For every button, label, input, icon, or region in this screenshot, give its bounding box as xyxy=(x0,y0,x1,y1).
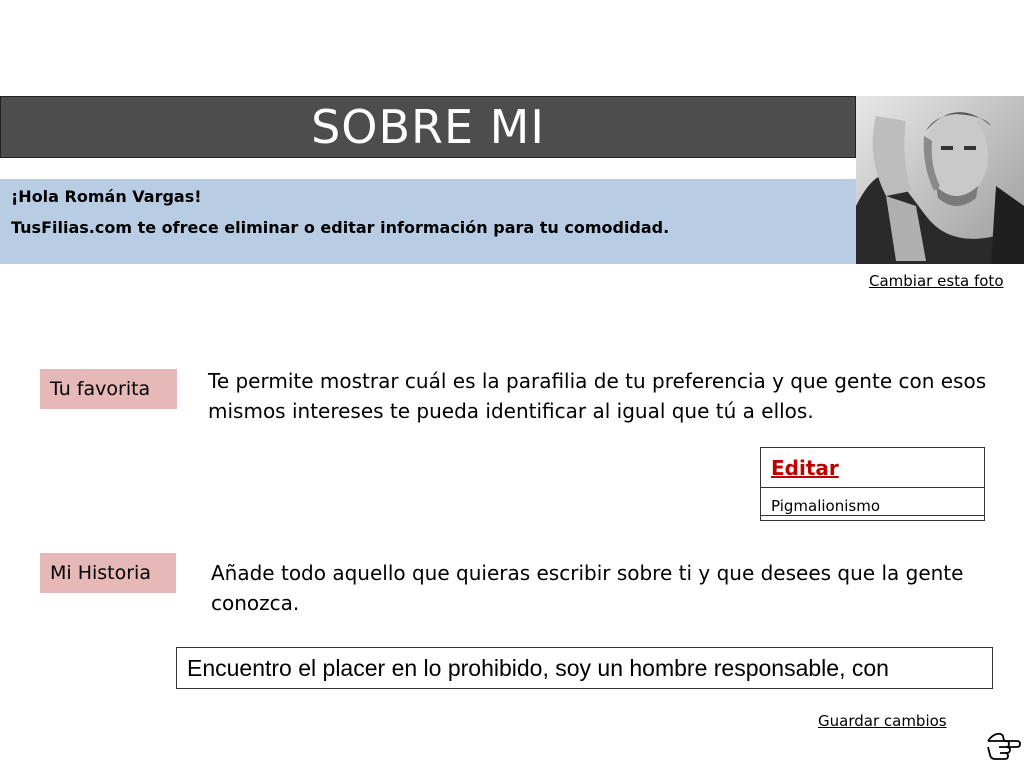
change-photo-link[interactable]: Cambiar esta foto xyxy=(869,272,1004,290)
favorite-description-line1: Te permite mostrar cuál es la parafilia de tu preferencia y que gente con esos xyxy=(208,369,987,393)
favorite-value: Pigmalionismo xyxy=(771,497,880,515)
history-tag: Mi Historia xyxy=(40,553,176,593)
greeting-text: ¡Hola Román Vargas! xyxy=(11,187,202,206)
favorite-edit-box xyxy=(760,447,985,521)
divider xyxy=(761,515,984,516)
pointing-hand-icon[interactable] xyxy=(985,727,1021,763)
divider xyxy=(761,487,984,488)
history-description-line2: conozca. xyxy=(211,591,300,615)
history-description-line1: Añade todo aquello que quieras escribir sobre ti y que desees que la gente xyxy=(211,561,964,585)
favorite-description xyxy=(208,366,1018,426)
page-title: SOBRE MI xyxy=(311,100,545,154)
favorite-description-line2: mismos intereses te pueda identificar al igual que tú a ellos. xyxy=(208,399,814,423)
edit-favorite-link[interactable]: Editar xyxy=(771,456,839,480)
profile-photo xyxy=(856,96,1024,264)
greeting-message: TusFilias.com te ofrece eliminar o editar información para tu comodidad. xyxy=(11,218,670,237)
history-description xyxy=(211,558,1011,618)
save-changes-link[interactable]: Guardar cambios xyxy=(818,712,947,730)
history-text-field[interactable]: Encuentro el placer en lo prohibido, soy un hombre responsable, con xyxy=(176,647,993,689)
favorite-tag: Tu favorita xyxy=(40,369,177,409)
greeting-panel xyxy=(0,179,856,264)
title-bar xyxy=(0,96,856,158)
